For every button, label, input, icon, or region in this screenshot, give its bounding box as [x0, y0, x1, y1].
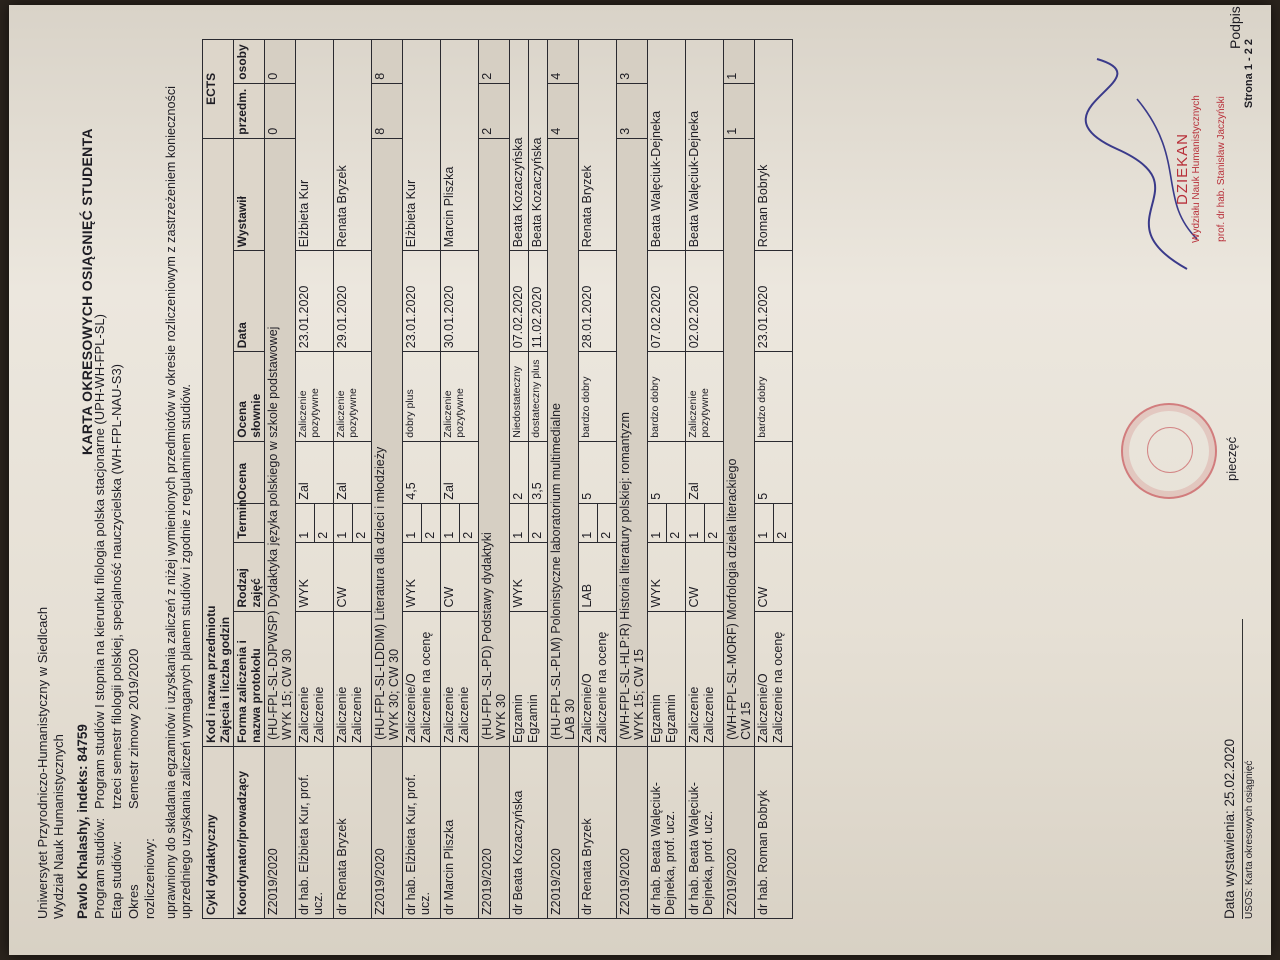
- form-cell: [686, 611, 724, 746]
- form-line: Zaliczenie: [442, 686, 456, 743]
- subject-code: [548, 138, 579, 746]
- form-line: Zaliczenie: [297, 686, 311, 743]
- form-line: Egzamin: [526, 694, 540, 743]
- term-value: 1: [579, 504, 598, 542]
- term-cell: [686, 503, 724, 542]
- type-cell: CW: [755, 542, 793, 611]
- term-value: 2: [599, 531, 613, 539]
- col-code: [203, 138, 234, 746]
- subject-cycle: Z2019/2020: [479, 746, 510, 918]
- table-row: [648, 40, 686, 919]
- form-line: Zaliczenie: [312, 686, 326, 743]
- table-header-row-2: [234, 40, 265, 919]
- subject-ects-subject: 1: [724, 83, 755, 138]
- subject-header-row: [372, 40, 403, 919]
- form-line: Zaliczenie/O: [756, 673, 770, 743]
- issuer-cell: Renata Bryzek: [334, 40, 372, 251]
- subject-code: [724, 138, 755, 746]
- grade-words-cell: bardzo dobry: [648, 352, 686, 441]
- meta-value-program: Program studiów I stopnia na kierunku filologia polska stacjonarne (UPH-WH-FPL-SL): [92, 314, 107, 809]
- col-ects: ECTS: [203, 40, 234, 139]
- dean-title: DZIEKAN: [1174, 133, 1191, 206]
- term-cell: [403, 503, 441, 542]
- col-type: Rodzaj zajęć: [234, 542, 265, 611]
- form-cell: [296, 611, 334, 746]
- document-title: KARTA OKRESOWYCH OSIĄGNIĘĆ STUDENTA: [79, 128, 95, 455]
- subject-ects-subject: 0: [265, 83, 296, 138]
- meta-value-stage: trzeci semestr filologii polskiej, specjalność nauczycielska (WH-FPL-NAU-S3): [109, 363, 124, 809]
- dean-stamp: [1174, 59, 1227, 279]
- subject-hours: LAB 30: [563, 698, 577, 740]
- student-line: Pavlo Khalashy, indeks: 84759: [75, 724, 90, 919]
- table-row: [510, 40, 548, 919]
- grade-words-cell: Zaliczenie pozytywne: [686, 352, 724, 441]
- subject-code-name: (HU-FPL-SL-PD) Podstawy dydaktyki: [480, 532, 494, 740]
- type-cell: CW: [441, 542, 479, 611]
- term-cell: [334, 503, 372, 542]
- table-body: [265, 40, 793, 919]
- form-cell: [755, 611, 793, 746]
- col-form: Forma zaliczenia i nazwa protokołu: [234, 611, 265, 746]
- col-grade: Ocena: [234, 441, 265, 503]
- subject-code-name: (WH-FPL-SL-MORF) Morfologia dzieła literackiego: [725, 458, 739, 740]
- subject-ects-subject: 2: [479, 83, 510, 138]
- form-cell: [579, 611, 617, 746]
- term-value: 2: [775, 531, 789, 539]
- col-issuer: Wystawił: [234, 138, 265, 251]
- subject-hours: WYK 30: [494, 694, 508, 740]
- issuer-value: Beata Kozaczyńska: [530, 137, 544, 248]
- term-value: 1: [686, 504, 705, 542]
- table-row: [579, 40, 617, 919]
- coordinator-cell: dr Marcin Pliszka: [441, 746, 479, 918]
- term-value: 1: [648, 504, 667, 542]
- grade-words-cell: [510, 352, 548, 441]
- subject-header-row: [548, 40, 579, 919]
- col-date: Data: [234, 251, 265, 352]
- issuer-cell: [510, 40, 548, 251]
- seal-icon: [1121, 403, 1217, 499]
- coordinator-cell: dr Renata Bryzek: [334, 746, 372, 918]
- term-value: 1: [403, 504, 422, 542]
- form-line: Zaliczenie: [457, 686, 471, 743]
- subject-cycle: Z2019/2020: [372, 746, 403, 918]
- col-code-label: Kod i nazwa przedmiotu: [204, 605, 218, 743]
- type-cell: CW: [334, 542, 372, 611]
- subject-ects-person: 8: [372, 40, 403, 84]
- subject-code-name: (WH-FPL-SL-HLP:R) Historia literatury polskiej: romantyzm: [618, 412, 632, 740]
- usos-footer: USOS: Karta okresowych osiągnięć: [1242, 619, 1255, 919]
- meta-label-stage: Etap studiów:: [109, 840, 124, 919]
- coordinator-cell: dr hab. Beata Walęciuk-Dejneka, prof. ucz.: [648, 746, 686, 918]
- date-cell: 02.02.2020: [686, 251, 724, 352]
- col-classes-label: Zajęcia i liczba godzin: [218, 616, 232, 743]
- table-row: [441, 40, 479, 919]
- term-cell: [648, 503, 686, 542]
- form-line: Zaliczenie na ocenę: [419, 631, 433, 743]
- table-row: [334, 40, 372, 919]
- study-meta: [92, 39, 158, 919]
- term-cell: [296, 503, 334, 542]
- form-line: Zaliczenie/O: [580, 673, 594, 743]
- coordinator-cell: dr Renata Bryzek: [579, 746, 617, 918]
- subject-hours: CW 15: [739, 701, 753, 740]
- grade-words-cell: dobry plus: [403, 352, 441, 441]
- form-cell: [510, 611, 548, 746]
- grade-cell: [510, 441, 548, 503]
- grade-words-cell: bardzo dobry: [755, 352, 793, 441]
- issuer-cell: Elżbieta Kur: [403, 40, 441, 251]
- table-row: [686, 40, 724, 919]
- form-line: Egzamin: [511, 694, 525, 743]
- grade-cell: Zal: [296, 441, 334, 503]
- date-cell: 30.01.2020: [441, 251, 479, 352]
- grade-words-value: Niedostateczny: [510, 352, 529, 440]
- grade-cell: Zal: [686, 441, 724, 503]
- subject-header-row: [479, 40, 510, 919]
- term-value: 2: [530, 531, 544, 539]
- issuer-cell: Beata Walęciuk-Dejneka: [648, 40, 686, 251]
- form-cell: [441, 611, 479, 746]
- coordinator-cell: dr hab. Beata Walęciuk-Dejneka, prof. ucz.: [686, 746, 724, 918]
- subject-hours: WYK 15; CW 30: [280, 648, 294, 740]
- dean-name: prof. dr hab. Stanisław Jaczyński: [1216, 96, 1227, 242]
- form-cell: [334, 611, 372, 746]
- term-value: 2: [668, 531, 682, 539]
- subject-ects-person: 0: [265, 40, 296, 84]
- grade-words-cell: Zaliczenie pozytywne: [296, 352, 334, 441]
- form-cell: [403, 611, 441, 746]
- grade-words-value: dostateczny plus: [530, 359, 542, 438]
- subject-cycle: Z2019/2020: [617, 746, 648, 918]
- date-cell: [510, 251, 548, 352]
- grade-cell: 4,5: [403, 441, 441, 503]
- term-cell: [579, 503, 617, 542]
- signature-label: Podpis: [1227, 6, 1243, 49]
- term-value: 2: [423, 531, 437, 539]
- date-value: 11.02.2020: [530, 286, 544, 349]
- col-cycle: Cykl dydaktyczny: [203, 746, 234, 918]
- issuer-cell: Beata Walęciuk-Dejneka: [686, 40, 724, 251]
- type-cell: WYK: [296, 542, 334, 611]
- page-number: Strona 1 - 2 2: [1243, 39, 1255, 109]
- type-cell: LAB: [579, 542, 617, 611]
- date-cell: 23.01.2020: [755, 251, 793, 352]
- form-line: Egzamin: [649, 694, 663, 743]
- subject-ects-person: 2: [479, 40, 510, 84]
- subject-header-row: [617, 40, 648, 919]
- col-coordinator: Koordynator/prowadzący: [234, 746, 265, 918]
- grade-cell: 5: [755, 441, 793, 503]
- university-name: Uniwersytet Przyrodniczo-Humanistyczny w Siedlcach: [35, 606, 50, 919]
- coordinator-cell: dr hab. Elżbieta Kur, prof. ucz.: [296, 746, 334, 918]
- meta-value-period: Semestr zimowy 2019/2020: [126, 648, 141, 809]
- form-line: Zaliczenie: [350, 686, 364, 743]
- date-cell: 29.01.2020: [334, 251, 372, 352]
- grade-words-cell: Zaliczenie pozytywne: [334, 352, 372, 441]
- term-value: 2: [461, 531, 475, 539]
- col-ects-person: osoby: [234, 40, 265, 84]
- faculty-name: Wydział Nauk Humanistycznych: [51, 734, 66, 919]
- eligibility-note: uprawniony do składania egzaminów i uzyskania zaliczeń z niżej wymienionych przedmiotów w okresie rozliczeniowym z zastrzeżeniem konieczności uprzedniego uzyskania zaliczeń wymaganych planem studiów i zgodnie z regulaminem studiów.: [164, 86, 193, 919]
- subject-ects-subject: 4: [548, 83, 579, 138]
- subject-header-row: [724, 40, 755, 919]
- subject-ects-subject: 8: [372, 83, 403, 138]
- term-value: 1: [510, 504, 529, 542]
- col-term: Termin: [234, 503, 265, 542]
- grades-table: [202, 39, 793, 919]
- form-line: Zaliczenie na ocenę: [595, 631, 609, 743]
- subject-ects-person: 1: [724, 40, 755, 84]
- col-ects-subject: przedm.: [234, 83, 265, 138]
- grade-value: 2: [510, 442, 529, 503]
- signature-area: [1037, 6, 1257, 919]
- subject-ects-person: 4: [548, 40, 579, 84]
- form-line: Zaliczenie: [687, 686, 701, 743]
- grade-cell: Zal: [334, 441, 372, 503]
- issuer-cell: Renata Bryzek: [579, 40, 617, 251]
- type-cell: WYK: [648, 542, 686, 611]
- grade-cell: 5: [648, 441, 686, 503]
- subject-ects-subject: 3: [617, 83, 648, 138]
- form-line: Zaliczenie: [702, 686, 716, 743]
- term-value: 2: [354, 531, 368, 539]
- coordinator-cell: dr hab. Roman Bobryk: [755, 746, 793, 918]
- stamp-label: pieczęć: [1224, 436, 1239, 481]
- term-value: 2: [316, 531, 330, 539]
- subject-header-row: [265, 40, 296, 919]
- grade-words-cell: bardzo dobry: [579, 352, 617, 441]
- subject-code-name: (HU-FPL-SL-DJPWSP) Dydaktyka języka polskiego w szkole podstawowej: [266, 326, 280, 740]
- subject-cycle: Z2019/2020: [724, 746, 755, 918]
- meta-label-period: Okres rozliczeniowy:: [126, 838, 157, 919]
- date-cell: 23.01.2020: [403, 251, 441, 352]
- form-line: Egzamin: [664, 694, 678, 743]
- grade-value: 3,5: [530, 482, 544, 500]
- type-cell: WYK: [403, 542, 441, 611]
- meta-label-program: Program studiów:: [92, 817, 107, 919]
- issuer-value: Beata Kozaczyńska: [510, 40, 529, 250]
- coordinator-cell: dr hab. Elżbieta Kur, prof. ucz.: [403, 746, 441, 918]
- term-value: 1: [334, 504, 353, 542]
- subject-cycle: Z2019/2020: [265, 746, 296, 918]
- type-cell: WYK: [510, 542, 548, 611]
- subject-code: [479, 138, 510, 746]
- document-sheet: [9, 5, 1271, 955]
- table-row: [755, 40, 793, 919]
- table-row: [296, 40, 334, 919]
- form-cell: [648, 611, 686, 746]
- subject-cycle: Z2019/2020: [548, 746, 579, 918]
- date-cell: 28.01.2020: [579, 251, 617, 352]
- type-cell: CW: [686, 542, 724, 611]
- issuer-cell: Roman Bobryk: [755, 40, 793, 251]
- coordinator-cell: dr Beata Kozaczyńska: [510, 746, 548, 918]
- date-cell: 07.02.2020: [648, 251, 686, 352]
- subject-code: [265, 138, 296, 746]
- subject-code: [617, 138, 648, 746]
- subject-hours: WYK 15; CW 15: [632, 648, 646, 740]
- date-value: 07.02.2020: [510, 251, 529, 351]
- term-cell: [510, 503, 548, 542]
- term-cell: [441, 503, 479, 542]
- term-value: 1: [296, 504, 315, 542]
- date-cell: 23.01.2020: [296, 251, 334, 352]
- issuer-cell: Elżbieta Kur: [296, 40, 334, 251]
- issue-date: Data wystawienia: 25.02.2020: [1222, 738, 1237, 919]
- grade-cell: Zal: [441, 441, 479, 503]
- subject-code: [372, 138, 403, 746]
- dean-faculty: Wydziału Nauk Humanistycznych: [1191, 95, 1202, 243]
- form-line: Zaliczenie/O: [404, 673, 418, 743]
- term-value: 1: [755, 504, 774, 542]
- term-cell: [755, 503, 793, 542]
- term-value: 2: [706, 531, 720, 539]
- subject-code-name: (HU-FPL-SL-LDDIM) Literatura dla dzieci i młodzieży: [373, 446, 387, 740]
- col-grade-words: Ocena słownie: [234, 352, 265, 441]
- grade-words-cell: Zaliczenie pozytywne: [441, 352, 479, 441]
- subject-code-name: (HU-FPL-SL-PLM) Polonistyczne laboratorium multimedialne: [549, 402, 563, 740]
- form-line: Zaliczenie: [335, 686, 349, 743]
- issuer-cell: Marcin Pliszka: [441, 40, 479, 251]
- grade-cell: 5: [579, 441, 617, 503]
- subject-ects-person: 3: [617, 40, 648, 84]
- form-line: Zaliczenie na ocenę: [771, 631, 785, 743]
- table-header-row-1: [203, 40, 234, 919]
- subject-hours: WYK 30; CW 30: [387, 648, 401, 740]
- term-value: 1: [441, 504, 460, 542]
- table-row: [403, 40, 441, 919]
